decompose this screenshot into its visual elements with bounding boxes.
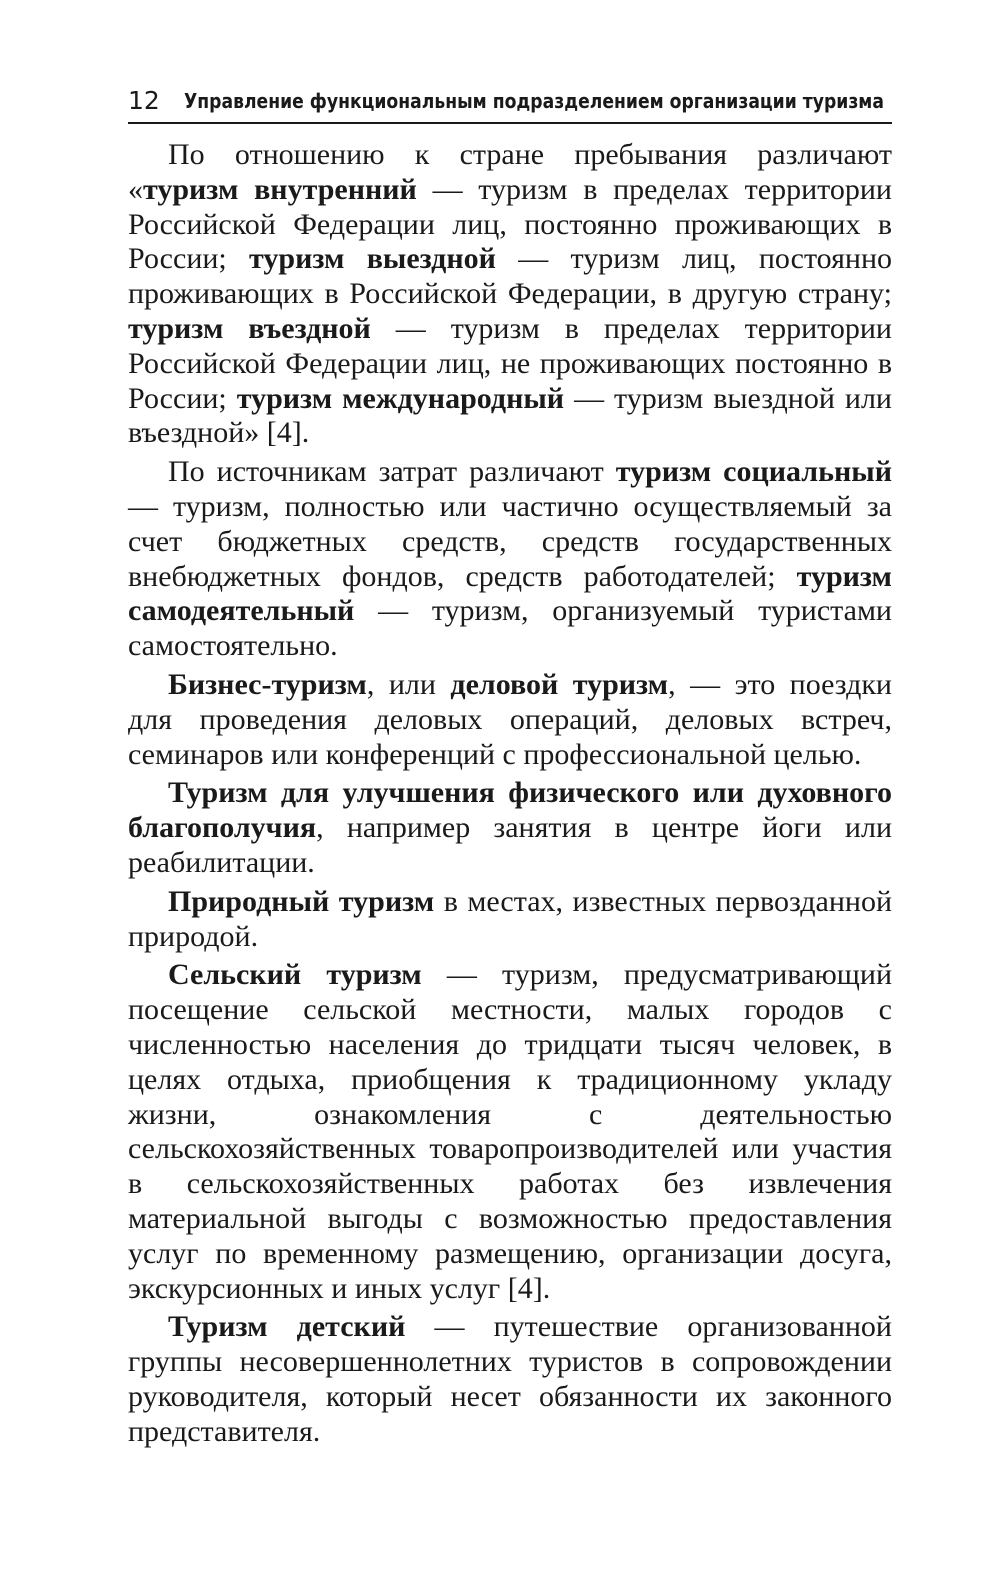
page-number: 12 <box>128 86 160 115</box>
paragraph-business-tourism <box>128 668 892 772</box>
text-segment: По отношению к стране пребывания различают « <box>128 138 892 206</box>
running-title: Управление функциональным подразделением организации туризма <box>183 89 884 113</box>
paragraph-wellness-tourism <box>128 776 892 880</box>
text-segment: — туризм, предусматривающий посещение сельской местности, малых городов с численностью населения до тридцати тысяч человек, в целях отдыха, приобщения к традиционному укладу жизни, ознакомления с деятельностью сельскохозяйственных товаропроизводителей или участия в сельскохозяйственных работах без извлечения материальной выгоды с возможностью предоставления услуг по временному размещению, организации досуга, экскурсионных и иных услуг [4]. <box>128 958 892 1305</box>
term-international-tourism: туризм международный <box>236 381 565 415</box>
text-segment: в местах, известных первозданной природой. <box>128 884 893 953</box>
text-segment: — туризм, полностью или частично осуществляемый за счет бюджетных средств, средств государственных внебюджетных фондов, средств работодателей; <box>128 489 892 593</box>
term-wellness-tourism: Туризм для улучшения физического или духовного благополучия <box>128 776 892 845</box>
text-segment: — туризм лиц, постоянно проживающих в Российской Федерации, в другую страну; <box>128 242 892 311</box>
term-social-tourism: туризм социальный <box>615 455 892 489</box>
text-segment: По источникам затрат различают <box>168 455 616 489</box>
paragraph-children-tourism <box>128 1310 892 1449</box>
term-rural-tourism: Сельский туризм <box>168 958 422 992</box>
text-segment: , — это поездки для проведения деловых операций, деловых встреч, семинаров или конференций с профессиональной целью. <box>128 667 892 771</box>
paragraph-nature-tourism <box>128 885 892 955</box>
paragraph-domestic-outbound-inbound <box>128 138 892 451</box>
text-segment: — путешествие организованной группы несовершеннолетних туристов в сопровождении руководителя, который несет обязанности их законного представителя. <box>128 1310 892 1448</box>
term-outbound-tourism: туризм выездной <box>249 242 496 276</box>
text-segment: , или <box>366 667 451 701</box>
term-corporate-tourism: деловой туризм <box>450 667 669 701</box>
page-header <box>128 78 892 124</box>
term-independent-tourism: туризм самодеятельный <box>128 559 892 628</box>
text-segment: — туризм выездной или въездной» [4]. <box>128 381 892 450</box>
term-nature-tourism: Природный туризм <box>168 884 435 918</box>
term-domestic-tourism: туризм внутренний <box>143 172 417 206</box>
term-inbound-tourism: туризм въездной <box>128 311 371 345</box>
text-segment: — туризм, организуемый туристами самостоятельно. <box>128 594 892 663</box>
term-business-tourism: Бизнес-туризм <box>168 667 367 701</box>
text-segment: — туризм в пределах территории Российской Федерации лиц, постоянно проживающих в России; <box>128 172 892 276</box>
paragraph-funding-sources <box>128 455 892 664</box>
paragraph-rural-tourism <box>128 958 892 1306</box>
body-text <box>128 138 892 1453</box>
term-children-tourism: Туризм детский <box>168 1310 406 1344</box>
text-segment: , например занятия в центре йоги или реабилитации. <box>128 811 892 879</box>
text-segment: — туризм в пределах территории Российской Федерации лиц, не проживающих постоянно в России; <box>128 311 892 415</box>
